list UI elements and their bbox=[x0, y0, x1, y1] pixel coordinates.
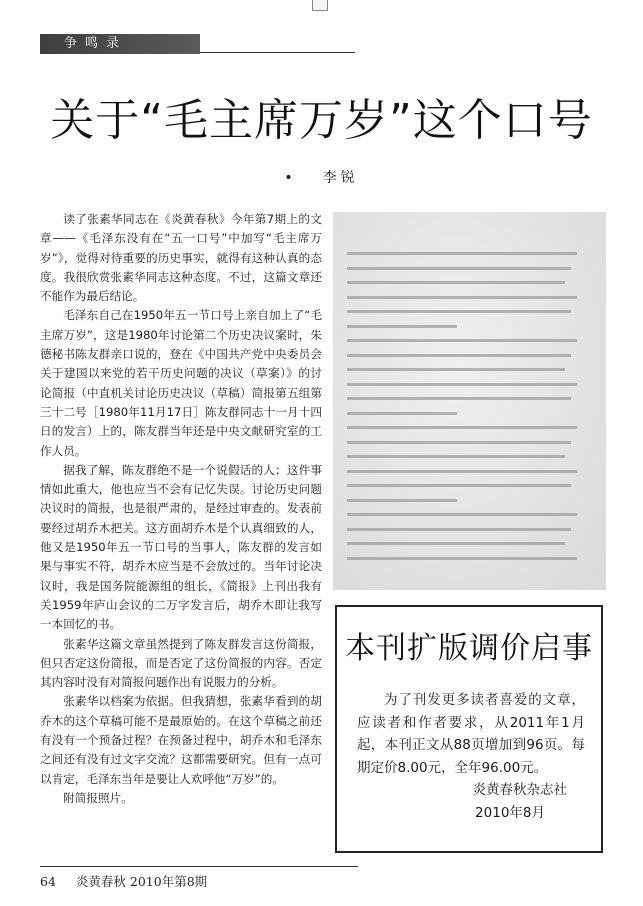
paragraph: 附简报照片。 bbox=[63, 790, 133, 805]
photo-text-line bbox=[347, 310, 571, 313]
notice-date: 2010年8月 bbox=[475, 805, 545, 821]
notice-box bbox=[335, 605, 603, 853]
photo-text-line bbox=[347, 383, 577, 386]
photo-text-line bbox=[347, 252, 577, 255]
photo-text-line bbox=[347, 441, 571, 444]
photo-text-line bbox=[347, 267, 571, 270]
photo-text-line bbox=[347, 281, 565, 284]
photo-text-line bbox=[347, 513, 577, 516]
paragraph: 毛泽东自己在1950年五一节口号上亲自加上了“毛主席万岁”，这是1980年讨论第二个历史决议案时，朱德秘书陈友群亲口说的，登在《中国共产党中央委员会关于建国以来党的若干历史问题的决议（草案）》的讨论简报（中直机关讨论历史决议（草稿）简报第五组第三十二号［1980年11月17日］陈友群同志十一月十四日的发言）上的，陈友群当年还是中央文献研究室的工作人员。 bbox=[40, 308, 322, 458]
byline-dot: • bbox=[284, 170, 297, 186]
paragraph: 张素华这篇文章虽然提到了陈友群发言这份简报，但只否定这份简报，而是否定了这份简报的内容。否定其内容时没有对简报问题作出有说服力的分析。 bbox=[40, 636, 322, 690]
notice-body bbox=[357, 689, 585, 779]
photo-text-line bbox=[347, 296, 577, 299]
issue-label: 炎黄春秋 2010年第8期 bbox=[75, 874, 208, 889]
page-number: 64 bbox=[40, 874, 56, 889]
page-footer bbox=[40, 872, 207, 890]
photo-text-line bbox=[347, 557, 577, 560]
section-rule bbox=[200, 52, 355, 53]
photo-text-line bbox=[347, 470, 577, 473]
photo-text-line bbox=[347, 354, 571, 357]
photo-text-line bbox=[347, 484, 571, 487]
photo-text-line bbox=[347, 455, 565, 458]
byline bbox=[0, 167, 643, 187]
paragraph: 据我了解，陈友群绝不是一个说假话的人；这件事情如此重大，他也应当不会有记忆失误。讨论历史问题决议时的简报，也是很严肃的，是经过审查的。发表前要经过胡乔木把关。这方面胡乔木是个认真细致的人，他又是1950年五一节口号的当事人，陈友群的发言如果与事实不符，胡乔木应当是不会放过的。当年讨论决议时，我是国务院能源组的组长，《简报》上刊出我有关1959年庐山会议的二万字发言后，胡乔木即让我写一本回忆的书。 bbox=[40, 462, 322, 632]
photo-text-line bbox=[347, 339, 577, 342]
section-tag: 争鸣录 bbox=[40, 34, 200, 54]
photo-text-line bbox=[347, 325, 457, 328]
photo-text-line bbox=[347, 528, 571, 531]
notice-text: 为了刊发更多读者喜爱的文章，应读者和作者要求，从2011年1月起，本刊正文从88页增加到96页。每期定价8.00元，全年96.00元。 bbox=[357, 692, 585, 776]
photo-text-line bbox=[347, 542, 565, 545]
paragraph: 张素华以档案为依据。但我猜想，张素华看到的胡乔木的这个草稿可能不是最原始的。在这个草稿之前还有没有一个预备过程？在预备过程中，胡乔木和毛泽东之间还有没有过文字交流？这都需要研究。但有一点可以肯定，毛泽东当年是要让人欢呼他“万岁”的。 bbox=[40, 694, 322, 786]
briefing-photo bbox=[333, 212, 606, 590]
photo-text-line bbox=[347, 499, 457, 502]
paragraph: 读了张素华同志在《炎黄春秋》今年第7期上的文章——《毛泽东没有在“五一口号”中加写“毛主席万岁”》，觉得对待重要的历史事实，就得有这种认真的态度。我很欣赏张素华同志这种态度。不过，这篇文章还不能作为最后结论。 bbox=[40, 212, 322, 304]
author-name: 李锐 bbox=[322, 170, 359, 186]
article-body bbox=[40, 210, 322, 808]
photo-text-line bbox=[347, 397, 571, 400]
photo-text-line bbox=[347, 368, 565, 371]
footer-rule bbox=[40, 866, 358, 867]
page-fold-marker bbox=[312, 0, 328, 11]
article-title: 关于“毛主席万岁”这个口号 bbox=[50, 95, 593, 146]
photo-text-line bbox=[347, 412, 457, 415]
photo-text-line bbox=[347, 426, 577, 429]
notice-signature: 炎黄春秋杂志社 bbox=[472, 782, 567, 798]
notice-title: 本刊扩版调价启事 bbox=[345, 631, 593, 666]
